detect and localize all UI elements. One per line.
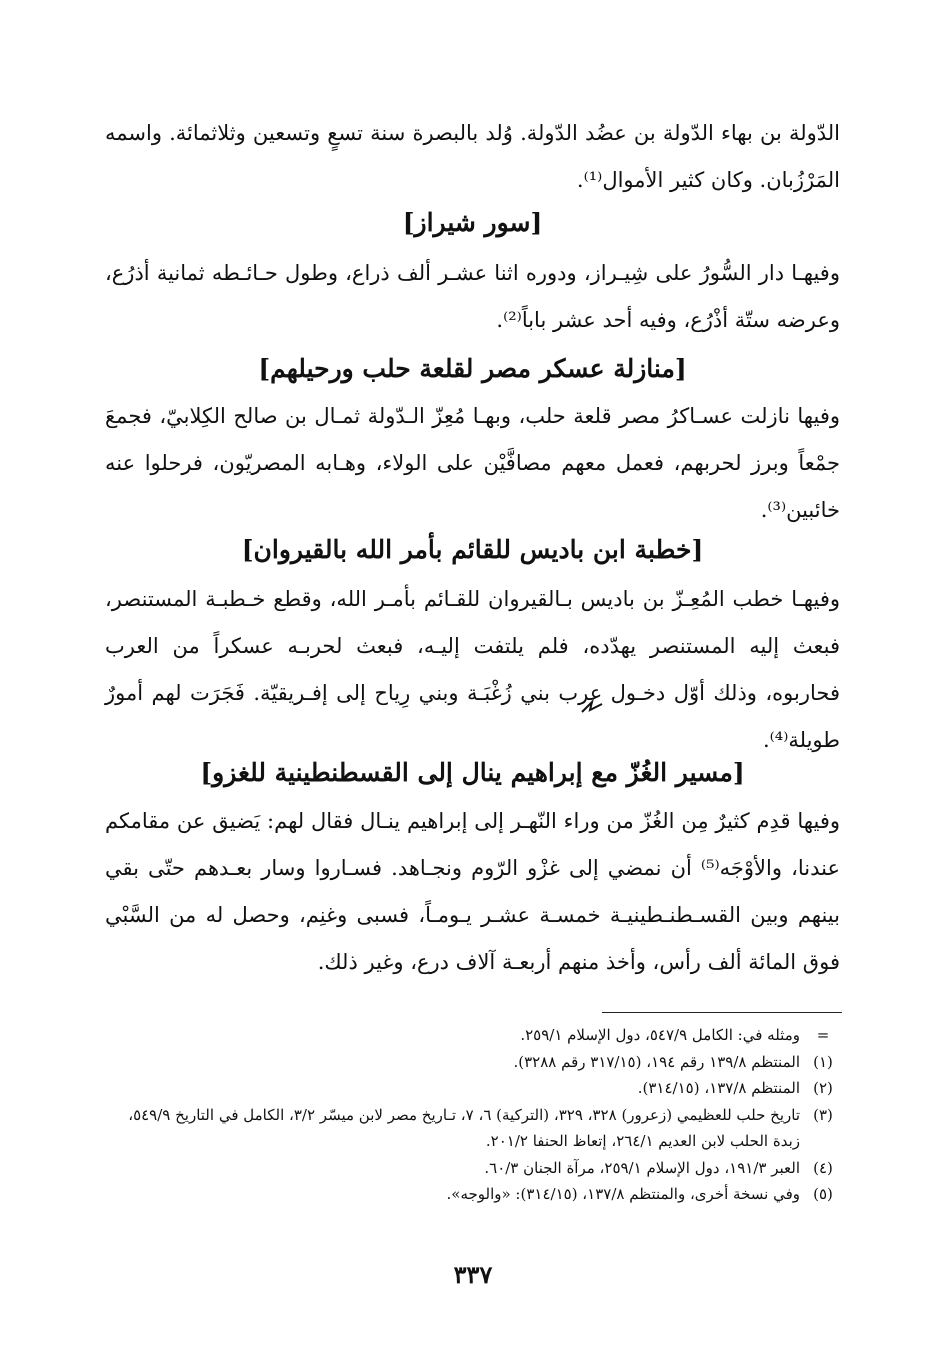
section-paragraph-ibn-badis: وفيهـا خطب المُعِـزّ بن باديس بـالقيروان للقـائم بأمـر الله، وقطع خـطبـة المستنصر، فبعث إليه المستنصر يهدّده، فلم يلتفت إليـه، فبعث لحربـه عسكراً من العرب فحاربوه، وذلك أوّل دخـول عرب بني زُغْبَـة وبني رِياح إلى إفـريقيّة. فَجَرَت لهم أمورٌ طويلة⁽⁴⁾. (105, 587, 840, 752)
footnote-mark: (٥) (813, 1185, 833, 1203)
pen-mark-icon (580, 698, 604, 716)
section-heading-ibn-badis: [خطبة ابن باديس للقائم بأمر الله بالقيروان] (241, 535, 704, 564)
footnote-mark: (٢) (813, 1079, 833, 1097)
section-paragraph-ghuzz-march: وفيها قدِم كثيرٌ مِن الغُزّ من وراء النّهـر إلى إبراهيم ينـال فقال لهم: يَضيق عن مقامكم عندنا، والأوْجَه⁽⁵⁾ أن نمضي إلى غزْو الرّوم ونجـاهد. فسـاروا وسار بعـدهم حتّى بقي بينهم وبين القسـطنـطينيـة خمسـة عشـر يـومـاً، فسبى وغنِم، وحصل له من السَّبْي فوق المائة ألف رأس، وأخذ منهم أربعـة آلاف درع، وغير ذلك. (105, 809, 841, 974)
section-paragraph-aleppo-siege: وفيها نازلت عسـاكرُ مصر قلعة حلب، وبهـا مُعِزّ الـدّولة ثمـال بن صالح الكِلابيّ، فجمعَ جمْعاً وبرز لحربهم، فعمل معهم مصافَّيْن على الولاء، وهـابه المصريّون، فرحلوا عنه خائبين⁽³⁾. (105, 404, 840, 522)
footnote-mark: (٣) (813, 1105, 833, 1124)
footnote-text: المنتظم ١٣٧/٨، (٣١٤/١٥). (637, 1079, 800, 1097)
section-heading-aleppo-siege: [منازلة عسكر مصر لقلعة حلب ورحيلهم] (258, 354, 687, 383)
footnote-text: ومثله في: الكامل ٥٤٧/٩، دول الإسلام ٢٥٩/١. (520, 1026, 800, 1044)
footnote-item (106, 1181, 846, 1208)
footnote-item (106, 1155, 846, 1182)
footnote-mark: (١) (813, 1052, 833, 1071)
footnote-text: تاريخ حلب للعظيمي (زعرور) ٣٢٨، ٣٢٩، (التركية) ٦، ٧، تـاريخ مصر لابن ميسّر ٣/٢، الكامل في التاريخ ٥٤٩/٩، زبدة الحلب لابن العديم ٢٦٤/١، إتعاظ الحنفا ٢٠١/٢. (128, 1105, 800, 1150)
footnote-item (106, 1075, 846, 1102)
section-paragraph-sur-shiraz: وفيهـا دار السُّورُ على شِيـراز، ودوره اثنا عشـر ألف ذراع، وطول حـائـطه ثمانية أذرُع، وعرضه ستّة أذْرُع، وفيه أحد عشر باباً⁽²⁾. (105, 261, 840, 332)
footnote-mark: = (816, 1026, 830, 1044)
footnote-mark: (٤) (813, 1158, 833, 1177)
page-number: ٣٣٧ (453, 1260, 493, 1289)
intro-paragraph: الدّولة بن بهاء الدّولة بن عضُد الدّولة. وُلد بالبصرة سنة تسعٍ وتسعين وثلاثمائة. واسمه المَرْزُبان. وكان كثير الأموال⁽¹⁾. (105, 121, 840, 192)
footnotes (106, 1022, 846, 1208)
footnote-item (106, 1022, 846, 1049)
section-heading-ghuzz-march: [مسير الغُزّ مع إبراهيم ينال إلى القسطنطينية للغزو] (200, 758, 745, 787)
footnote-text: المنتظم ١٣٩/٨ رقم ١٩٤، (٣١٧/١٥ رقم ٣٢٨٨). (513, 1052, 800, 1071)
section-heading-sur-shiraz: [سور شيراز] (402, 208, 543, 237)
footnote-text: وفي نسخة أخرى، والمنتظم ١٣٧/٨، (٣١٤/١٥): «والوجه». (446, 1185, 800, 1203)
footnote-item (106, 1102, 846, 1155)
footnote-item (106, 1049, 846, 1076)
footnote-separator (602, 1012, 842, 1013)
footnote-text: العبر ١٩١/٣، دول الإسلام ٢٥٩/١، مرآة الجنان ٦٠/٣. (484, 1158, 800, 1177)
